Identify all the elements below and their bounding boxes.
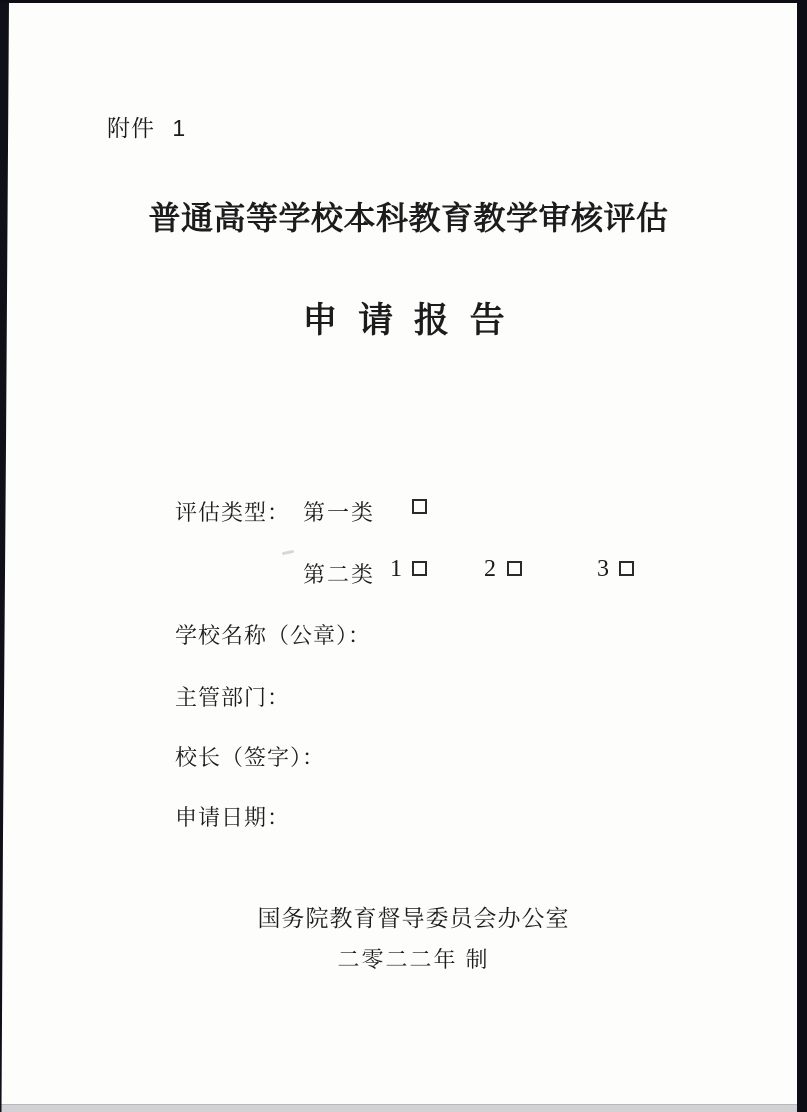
scan-edge-right xyxy=(797,0,807,1112)
category2-option1-checkbox[interactable] xyxy=(412,561,427,576)
field-school-name-label: 学校名称（公章）： xyxy=(175,623,372,648)
category2-option2-number: 2 xyxy=(484,556,496,582)
footer-issuer: 国务院教育督导委员会办公室 xyxy=(257,905,570,931)
footer-date-line: 二零二二年 制 xyxy=(337,947,490,972)
scan-artifact xyxy=(282,550,294,555)
category2-option1-number: 1 xyxy=(390,556,402,582)
category2-option3-number: 3 xyxy=(597,556,609,582)
category1-label: 第一类 xyxy=(303,500,376,525)
scan-edge-bottom xyxy=(0,1104,807,1112)
category2-label: 第二类 xyxy=(303,562,376,587)
scan-edge-top xyxy=(0,0,807,3)
attachment-label: 附件 1 xyxy=(107,115,187,141)
report-title: 申 请 报 告 xyxy=(302,301,511,340)
evaluation-type-label: 评估类型： xyxy=(175,500,291,525)
field-application-date-label: 申请日期： xyxy=(175,805,291,830)
field-supervising-department-label: 主管部门： xyxy=(175,685,291,710)
document-title: 普通高等学校本科教育教学审核评估 xyxy=(148,200,669,236)
category1-checkbox[interactable] xyxy=(412,499,427,514)
field-president-signature-label: 校长（签字）： xyxy=(175,745,326,770)
scan-edge-left xyxy=(0,0,10,1112)
category2-option3-checkbox[interactable] xyxy=(619,561,634,576)
category2-option2-checkbox[interactable] xyxy=(507,561,522,576)
